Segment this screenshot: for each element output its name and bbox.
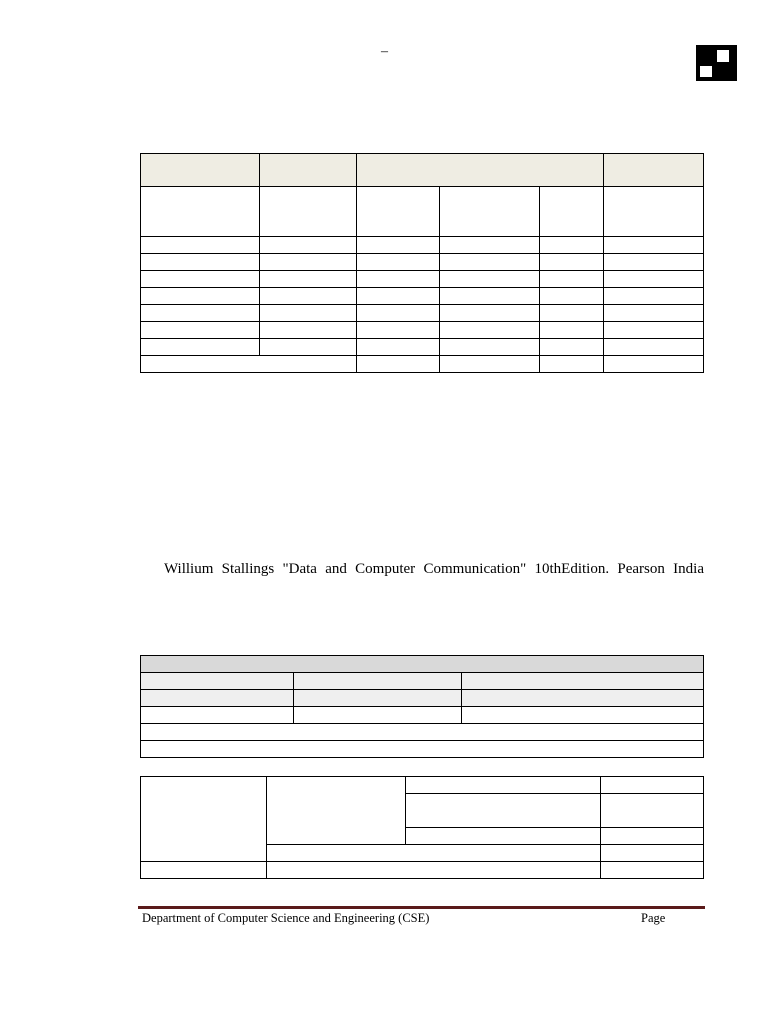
table-cell [260, 254, 357, 271]
table-cell [462, 707, 704, 724]
table-cell [440, 339, 540, 356]
table-cell [260, 187, 357, 237]
logo-square-top [717, 50, 729, 62]
table-cell [406, 794, 601, 828]
signature-table [140, 776, 704, 879]
table-cell [604, 154, 704, 187]
table-cell [357, 339, 440, 356]
table-cell [604, 322, 704, 339]
table-cell [540, 187, 604, 237]
table-row [141, 862, 704, 879]
table-cell [267, 862, 601, 879]
table-cell [604, 187, 704, 237]
table-cell [141, 707, 294, 724]
table-cell [141, 741, 704, 758]
table-cell [141, 154, 260, 187]
table-cell [141, 339, 260, 356]
table-cell [141, 724, 704, 741]
table-cell [294, 690, 462, 707]
table-cell [540, 254, 604, 271]
table-cell [540, 356, 604, 373]
table-cell [604, 339, 704, 356]
table-cell [260, 288, 357, 305]
table-cell [357, 305, 440, 322]
table-cell [267, 777, 406, 845]
table-row [141, 724, 704, 741]
info-table [140, 655, 704, 758]
table-cell [406, 828, 601, 845]
table-cell [604, 356, 704, 373]
table-cell [357, 322, 440, 339]
table-cell [141, 254, 260, 271]
table-cell [141, 673, 294, 690]
table-cell [141, 356, 357, 373]
table-cell [141, 187, 260, 237]
table-cell [604, 254, 704, 271]
header-dash: – [381, 44, 388, 59]
table-cell [260, 154, 357, 187]
table-cell [357, 187, 440, 237]
table-row [141, 288, 704, 305]
footer-divider [138, 906, 705, 909]
table-cell [440, 288, 540, 305]
table-cell [440, 254, 540, 271]
table-cell [141, 237, 260, 254]
table-cell [141, 777, 267, 862]
table-row [141, 254, 704, 271]
table-row [141, 237, 704, 254]
table-total-row [141, 356, 704, 373]
table-cell [294, 673, 462, 690]
table-cell [260, 271, 357, 288]
table-cell [260, 322, 357, 339]
table-cell [604, 271, 704, 288]
table-header-row [141, 656, 704, 673]
table-cell [601, 862, 704, 879]
table-cell [601, 777, 704, 794]
table-cell [540, 237, 604, 254]
table-cell [141, 288, 260, 305]
table-cell [440, 237, 540, 254]
table-cell [141, 862, 267, 879]
table-cell [440, 305, 540, 322]
table-row [141, 673, 704, 690]
table-cell [540, 322, 604, 339]
table-cell [540, 339, 604, 356]
table-cell [141, 656, 704, 673]
table-cell [357, 254, 440, 271]
table-header-row [141, 154, 704, 187]
table-cell [260, 339, 357, 356]
course-table [140, 153, 704, 373]
table-cell [540, 305, 604, 322]
table-row [141, 777, 704, 794]
table-cell [601, 845, 704, 862]
table-row [141, 305, 704, 322]
table-cell [462, 690, 704, 707]
table-row [141, 339, 704, 356]
table-row [141, 741, 704, 758]
table-cell [357, 154, 604, 187]
table-cell [294, 707, 462, 724]
table-cell [601, 794, 704, 828]
footer-page-label: Page [641, 911, 666, 925]
table-cell [357, 271, 440, 288]
table-subheader-row [141, 187, 704, 237]
table-cell [540, 288, 604, 305]
table-cell [267, 845, 601, 862]
table-row [141, 271, 704, 288]
table-cell [357, 356, 440, 373]
reference-text: Willium Stallings "Data and Computer Communication" 10thEdition. Pearson India [164, 561, 704, 577]
table-cell [141, 271, 260, 288]
table-cell [601, 828, 704, 845]
table-row [141, 322, 704, 339]
table-cell [440, 187, 540, 237]
table-row [141, 707, 704, 724]
footer-department: Department of Computer Science and Engineering (CSE) [142, 911, 430, 925]
logo [696, 45, 737, 81]
table-cell [141, 322, 260, 339]
table-cell [440, 322, 540, 339]
table-cell [604, 305, 704, 322]
table-cell [440, 271, 540, 288]
table-cell [440, 356, 540, 373]
table-cell [357, 237, 440, 254]
logo-square-bottom [700, 66, 712, 77]
table-cell [357, 288, 440, 305]
table-cell [260, 305, 357, 322]
table-cell [406, 777, 601, 794]
table-row [141, 690, 704, 707]
table-cell [141, 305, 260, 322]
table-cell [141, 690, 294, 707]
table-cell [604, 288, 704, 305]
table-cell [462, 673, 704, 690]
table-cell [604, 237, 704, 254]
table-cell [540, 271, 604, 288]
table-cell [260, 237, 357, 254]
